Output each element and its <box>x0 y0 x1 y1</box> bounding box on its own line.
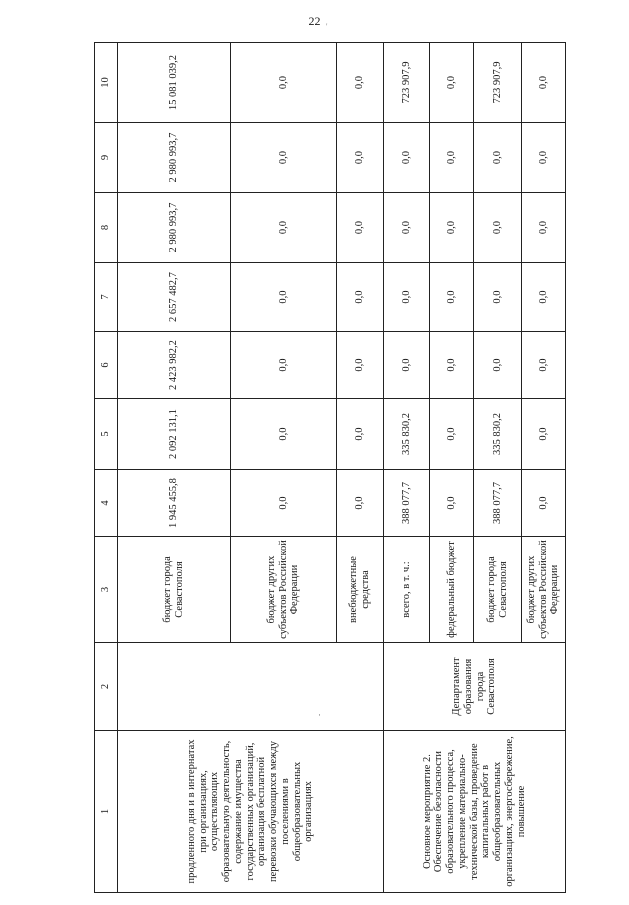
value-cell: 0,0 <box>474 123 522 193</box>
value-cell: 0,0 <box>337 123 384 193</box>
value-cell: 0,0 <box>522 399 566 470</box>
value-cell: 2 657 482,7 <box>118 263 231 332</box>
value-cell: 388 077,7 <box>474 470 522 537</box>
value-cell: 2 423 982,2 <box>118 332 231 399</box>
value-cell: 0,0 <box>231 399 337 470</box>
funding-source-cell: всего, в т. ч.: <box>384 537 430 643</box>
header-col-7: 7 <box>95 263 118 332</box>
scan-speck: · <box>318 710 321 720</box>
table-row <box>118 43 231 893</box>
value-cell: 0,0 <box>430 193 474 263</box>
activity-description-cell: Основное мероприятие 2. Обеспечение безопасности образовательного процесса, укрепление материально-технической базы, проведение капитальных работ в общеобразовательных организациях, энергосбережение, повышение <box>384 731 566 893</box>
value-cell: 0,0 <box>430 123 474 193</box>
header-row <box>95 43 118 893</box>
header-col-6: 6 <box>95 332 118 399</box>
value-cell: 0,0 <box>474 332 522 399</box>
value-cell: 0,0 <box>337 193 384 263</box>
funding-source-cell: бюджет других субъектов Российской Федерации <box>231 537 337 643</box>
value-cell: 0,0 <box>337 470 384 537</box>
value-cell: 0,0 <box>474 193 522 263</box>
value-cell: 0,0 <box>384 123 430 193</box>
value-cell: 0,0 <box>384 332 430 399</box>
value-cell: 0,0 <box>231 332 337 399</box>
value-cell: 0,0 <box>522 43 566 123</box>
value-cell: 0,0 <box>337 332 384 399</box>
value-cell: 723 907,9 <box>474 43 522 123</box>
value-cell: 0,0 <box>522 193 566 263</box>
header-col-3: 3 <box>95 537 118 643</box>
value-cell: 0,0 <box>522 263 566 332</box>
header-col-8: 8 <box>95 193 118 263</box>
header-col-9: 9 <box>95 123 118 193</box>
value-cell: 1 945 455,8 <box>118 470 231 537</box>
header-col-10: 10 <box>95 43 118 123</box>
value-cell: 0,0 <box>430 470 474 537</box>
value-cell: 0,0 <box>522 470 566 537</box>
rotated-table-holder <box>94 43 561 893</box>
value-cell: 0,0 <box>337 43 384 123</box>
value-cell: 0,0 <box>231 470 337 537</box>
value-cell: 2 980 993,7 <box>118 123 231 193</box>
header-col-2: 2 <box>95 643 118 731</box>
value-cell: 0,0 <box>337 263 384 332</box>
value-cell: 0,0 <box>430 263 474 332</box>
rotated-table-frame <box>94 43 561 893</box>
value-cell: 0,0 <box>522 123 566 193</box>
value-cell: 335 830,2 <box>474 399 522 470</box>
executor-cell: Департамент образования города Севастополя <box>384 643 566 731</box>
value-cell: 0,0 <box>337 399 384 470</box>
value-cell: 335 830,2 <box>384 399 430 470</box>
activity-description-cell: продленного дня и в интернатах при организациях, осуществляющих образовательную деятельность, содержание имущества государственных организаций, организация бесплатной перевозки обучающихся между поселениями в общеобразовательных организациях <box>118 731 384 893</box>
value-cell: 0,0 <box>231 43 337 123</box>
scan-speck: ' <box>326 22 328 31</box>
value-cell: 2 092 131,1 <box>118 399 231 470</box>
value-cell: 0,0 <box>231 123 337 193</box>
value-cell: 2 980 993,7 <box>118 193 231 263</box>
funding-source-cell: бюджет города Севастополя <box>118 537 231 643</box>
value-cell: 723 907,9 <box>384 43 430 123</box>
header-col-5: 5 <box>95 399 118 470</box>
table-row <box>384 43 430 893</box>
funding-source-cell: бюджет других субъектов Российской Федерации <box>522 537 566 643</box>
value-cell: 0,0 <box>384 263 430 332</box>
funding-source-cell: федеральный бюджет <box>430 537 474 643</box>
page-number: 22 <box>308 14 321 28</box>
header-col-4: 4 <box>95 470 118 537</box>
funding-source-cell: бюджет города Севастополя <box>474 537 522 643</box>
funding-source-cell: внебюджетные средства <box>337 537 384 643</box>
value-cell: 0,0 <box>474 263 522 332</box>
header-col-1: 1 <box>95 731 118 893</box>
value-cell: 0,0 <box>522 332 566 399</box>
value-cell: 0,0 <box>384 193 430 263</box>
value-cell: 0,0 <box>231 263 337 332</box>
value-cell: 0,0 <box>430 43 474 123</box>
value-cell: 388 077,7 <box>384 470 430 537</box>
value-cell: 0,0 <box>430 399 474 470</box>
budget-table <box>94 42 566 893</box>
value-cell: 0,0 <box>430 332 474 399</box>
value-cell: 0,0 <box>231 193 337 263</box>
executor-cell <box>118 643 384 731</box>
value-cell: 15 081 039,2 <box>118 43 231 123</box>
